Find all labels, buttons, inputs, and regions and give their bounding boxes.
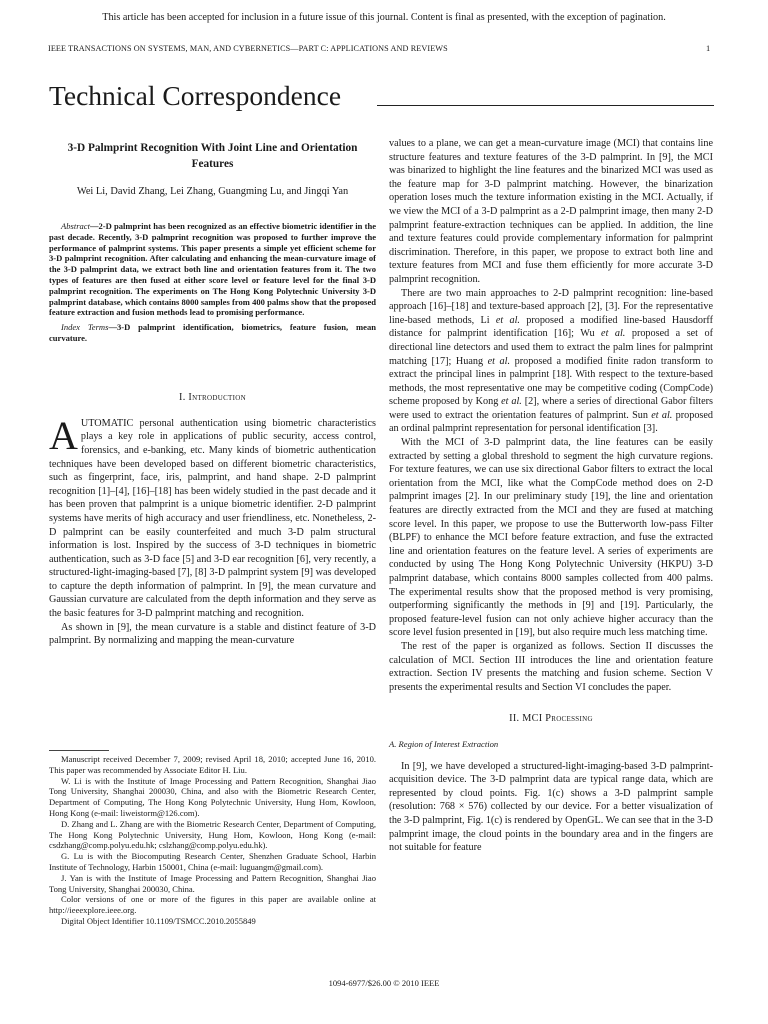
et-al: et al. <box>601 328 626 340</box>
page-number: 1 <box>706 44 711 53</box>
body-paragraph: values to a plane, we can get a mean-curvature image (MCI) that contains line structure features and texture features of the 3-D palmprint. In [9], the MCI was binarized to highlight the line features and the binarized MCI was used as the feature map for 3-D palmprint matching. However, the binarization operation loses much the texture information existing in the MCI. Actually, if we view the MCI of a 3-D palmprint as a 2-D palmprint image, then many 2-D palmprint feature-extraction techniques can be applied. In addition, the line and texture features could provide complementary information for palmprint discrimination. Therefore, in this paper, we propose to extract both line and texture features from MCI and fuse them efficiently for more accurate 3-D palmprint recognition. <box>389 138 713 285</box>
mci-heading-text: MCI Processing <box>522 713 593 725</box>
right-column <box>389 137 713 855</box>
text-run: proposed a modified finite radon transform to extract the principal lines in palmprint [18]. With respect to the texture-based methods, the most representative one may be competitive coding (CompCode) scheme proposed by Kong <box>389 355 714 408</box>
et-al: et al. <box>501 396 522 408</box>
index-terms-label: Index Terms <box>61 322 109 333</box>
footnote: D. Zhang and L. Zhang are with the Biometric Research Center, Department of Computing, The Hong Kong Polytechnic University, Hung Hom, Kowloon, Hong Kong (e-mail: csdzhang@comp.polyu.edu.hk; cslzhang@comp.polyu.edu.hk). <box>49 818 376 851</box>
paper-authors: Wei Li, David Zhang, Lei Zhang, Guangming Lu, and Jingqi Yan <box>76 186 349 197</box>
drop-cap: A <box>49 412 78 458</box>
footnotes <box>49 754 376 927</box>
text-run: There are two main approaches to 2-D palmprint recognition: line-based approach [16]–[18] and texture-based approach [2], [3]. For the representative line-based methods, Li <box>389 287 713 326</box>
body-paragraph <box>389 287 713 437</box>
intro-body <box>49 412 376 648</box>
mci-heading-num: II. <box>509 713 520 725</box>
et-al: et al. <box>495 314 520 326</box>
intro-heading <box>49 392 376 403</box>
copyright-footer: 1094-6977/$26.00 © 2010 IEEE <box>328 978 440 988</box>
et-al: et al. <box>487 355 511 367</box>
intro-heading-num: I. <box>179 391 186 403</box>
footnote: W. Li is with the Institute of Image Processing and Pattern Recognition, Shanghai Jiao Tong University, Shanghai 200030, China, and also with the Biometric Research Center, Department of Computing, The Hong Kong Polytechnic University, Hung Hom, Kowloon, Hong Kong (e-mail: liweistorm@126.com). <box>49 775 376 818</box>
intro-paragraph <box>49 412 376 621</box>
abstract-text: —2-D palmprint has been recognized as an effective biometric identifier in the past decade. Recently, 3-D palmprint recognition was proposed to further improve the performance of palmprint systems. This paper presents a simple yet efficient scheme for 3-D palmprint recognition. After calculating and enhancing the mean-curvature image of the 3-D palmprint data, we extract both line and orientation features from it. The two types of features are then fused at either score level or feature level for the final 3-D palmprint recognition. The experiments on The Hong Kong Polytechnic University 3-D palmprint database, which contains 8000 samples from 400 palms show that the proposed feature extraction and fusion methods lead to promising performance. <box>49 221 376 318</box>
et-al: et al. <box>651 409 673 421</box>
text-run: proposed a set of directional line detectors and used them to extract the palm lines for palmprint matching [17]; Huang <box>389 328 713 367</box>
footnote-rule <box>49 750 109 751</box>
intro-heading-text: Introduction <box>188 391 246 403</box>
footnote: Manuscript received December 7, 2009; revised April 18, 2010; accepted June 16, 2010. This paper was recommended by Associate Editor H. Liu. <box>49 754 376 775</box>
body-paragraph: The rest of the paper is organized as follows. Section II discusses the calculation of MCI. Section III introduces the line and orientation feature extraction. Section IV presents the matching and fusion scheme. Section V presents the experimental results and Section VI concludes the paper. <box>389 640 713 693</box>
section-title: Technical Correspondence <box>49 80 342 111</box>
acceptance-notice: This article has been accepted for inclusion in a future issue of this journal. Content is final as presented, with the exception of pagination. <box>102 12 666 23</box>
text-run: [2], where a series of directional Gabor filters were used to extract the orientation features of palmprint. Sun <box>389 396 713 421</box>
body-paragraph: With the MCI of 3-D palmprint data, the line features can be easily extracted by setting a global threshold to segment the high curvature regions. For texture features, we can use six directional Gabor filters to extract the local orientation from the MCI, like what the CompCode method does on 2-D palmprint images [2]. In our preliminary study [19], the line and orientation features are directly extracted from the MCI and they are fused at matching score level. In this paper, we propose to use the Butterworth low-pass Filter (BLPF) to enhance the MCI before feature extraction, and fuse the extracted line and orientation features on the feature level. A series of experiments are conducted by using The Hong Kong Polytechnic University (HKPU) 3-D palmprint database, which contains 8000 samples collected from 400 palms. The experimental results show that the proposed method is very promising, outperforming significantly the methods in [9] and [19]. Particularly, the proposed feature-level fusion can not only achieve higher accuracy than the score level fusion presented in [19], but also require much less matching time. <box>389 437 713 639</box>
abstract <box>49 221 376 318</box>
title-rule <box>377 105 714 106</box>
text-run: proposed an ordinal palmprint representation for personal identification [3]. <box>389 409 713 435</box>
intro-paragraph: As shown in [9], the mean curvature is a stable and distinct feature of 3-D palmprint. By normalizing and mapping the mean-curvature <box>49 621 376 647</box>
roi-subheading: A. Region of Interest Extraction <box>389 738 499 749</box>
text-run: proposed a modified line-based Hausdorff distance for palmprint identification [16]; Wu <box>389 314 713 340</box>
left-column <box>49 140 376 648</box>
footnote: Color versions of one or more of the figures in this paper are available online at http://ieeexplore.ieee.org. <box>49 894 376 916</box>
intro-paragraph-text: UTOMATIC personal authentication using biometric characteristics plays a key role in applications of public security, access control, forensics, and e-banking, etc. Many kinds of biometric authentication techniques have been developed based on different biometric characteristics, such as fingerprint, face, iris, palmprint, and hand shape. 2-D palmprint recognition [1]–[4], [16]–[18] has been widely studied in the past decade and it has been proven that palmprint is a unique biometric identifier. 2-D palmprint systems have merits of high accuracy and user friendliness, etc. Nonetheless, 2-D palmprint can be easily counterfeited and much 3-D palm structural information is lost. Inspired by the success of 3-D techniques in biometric authentication, such as 3-D face [5] and 3-D ear recognition [6], very recently, a structured-light-imaging-based [7], [8] 3-D palmprint system [9] was developed to capture the depth information of palmprint. In [9], the mean curvature and Gaussian curvature are calculated from the depth information and they serve as the basic features for 3-D palmprint matching and recognition. <box>49 417 376 620</box>
footnote: Digital Object Identifier 10.1109/TSMCC.2010.2055849 <box>61 915 256 926</box>
body-paragraph: In [9], we have developed a structured-light-imaging-based 3-D palmprint-acquisition device. The 3-D palmprint data are typical range data, which are represented by cloud points. Fig. 1(c) shows a 3-D palmprint sample (resolution: 768 × 576) collected by our device. For a better visualization of the 3-D palmprint, Fig. 1(c) is rendered by OpenGL. We can see that in the 3-D palmprint image, the cloud points in the boundary area and in the fingers are not suitable for feature <box>389 760 713 854</box>
mci-heading <box>389 712 713 726</box>
footnote: J. Yan is with the Institute of Image Processing and Pattern Recognition, Shanghai Jiao Tong University, Shanghai 200030, China. <box>49 872 376 894</box>
running-head: IEEE TRANSACTIONS ON SYSTEMS, MAN, AND CYBERNETICS—PART C: APPLICATIONS AND REVIEWS <box>48 44 448 53</box>
index-terms <box>49 322 376 344</box>
abstract-label: Abstract <box>61 221 90 231</box>
footnote: G. Lu is with the Biocomputing Research Center, Shenzhen Graduate School, Harbin Institute of Technology, Harbin 150001, China (e-mail: luguangm@gmail.com). <box>49 851 376 872</box>
index-terms-text: —3-D palmprint identification, biometrics, feature fusion, mean curvature. <box>49 322 376 343</box>
paper-title: 3-D Palmprint Recognition With Joint Line and Orientation Features <box>67 142 358 170</box>
